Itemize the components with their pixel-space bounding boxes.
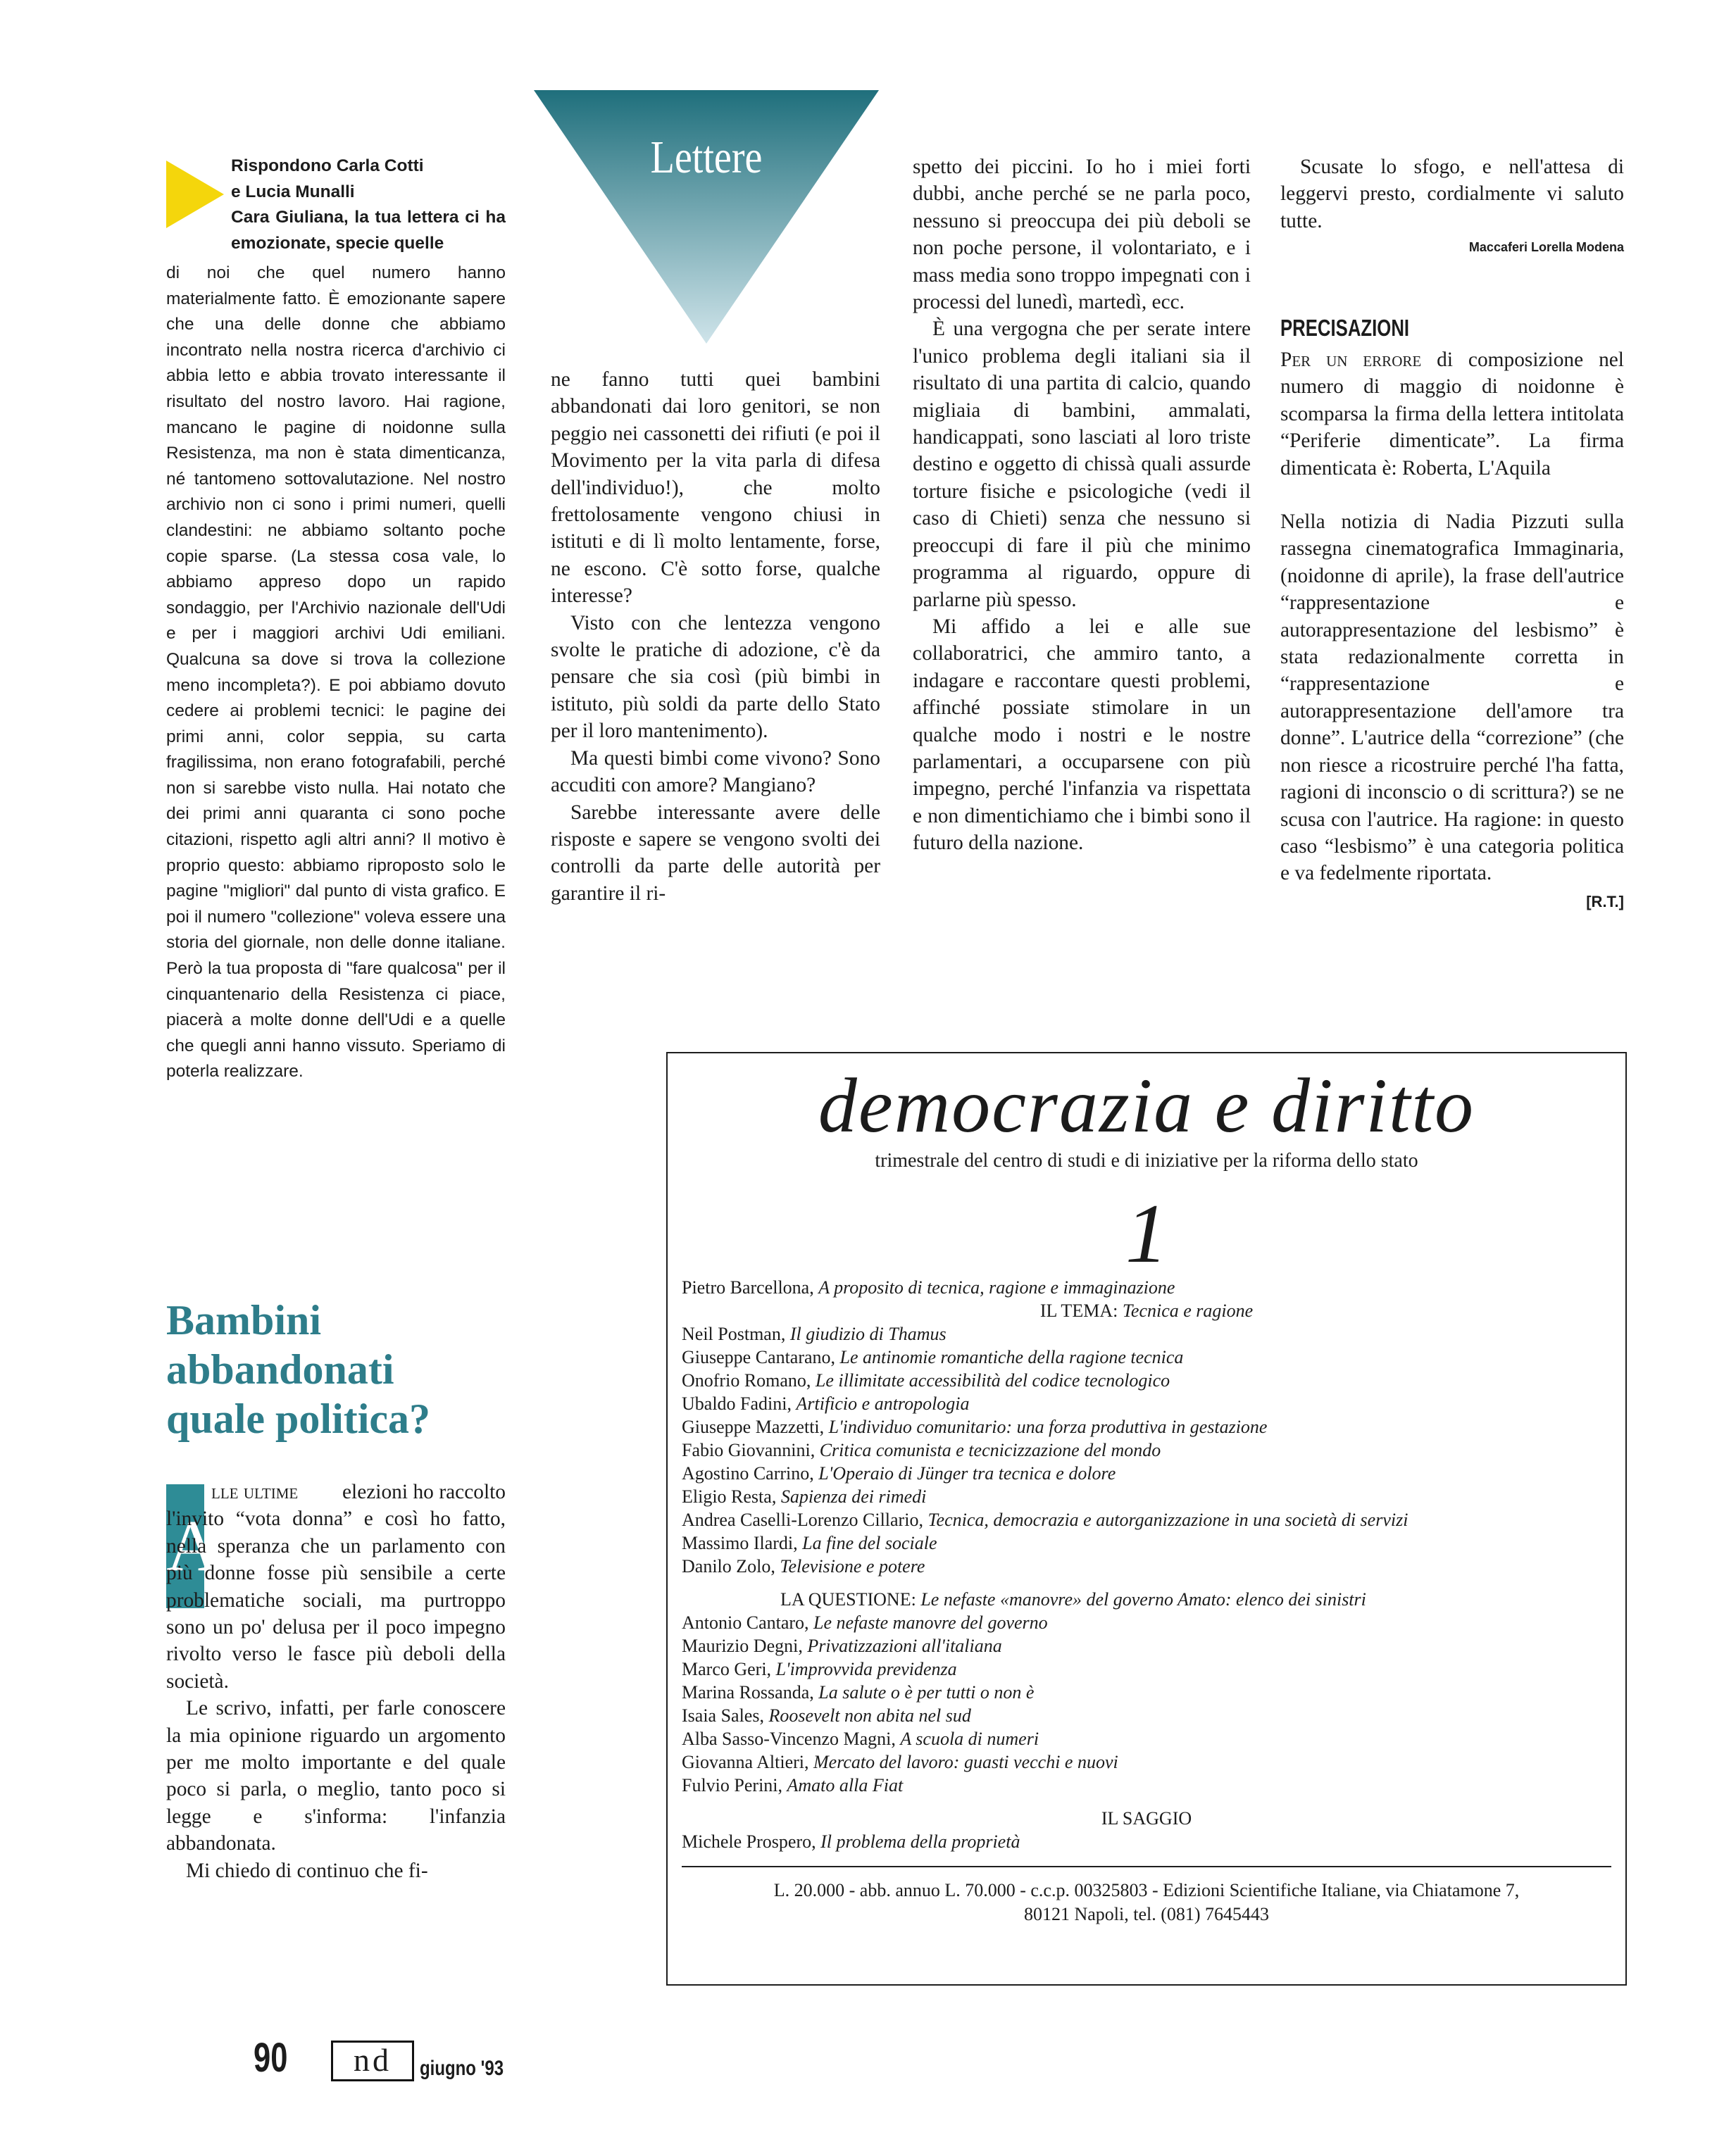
precisazioni-opening: Per un errore: [1280, 349, 1422, 371]
precisazioni-p1: di composizione nel numero di maggio di noidonne è scomparsa la firma della lettera intitolata “Periferie dimenticate”. La firma dimenticata è: Roberta, L'Aquila: [1280, 349, 1624, 480]
letter-title-line3: quale politica?: [166, 1396, 431, 1442]
letter-col2-p3: Ma questi bimbi come vivono? Sono accuditi con amore? Mangiano?: [551, 746, 880, 797]
ad-item: Eligio Resta, Sapienza dei rimedi: [682, 1486, 927, 1507]
ad-item: Fabio Giovannini, Critica comunista e tecnicizzazione del mondo: [682, 1440, 1161, 1460]
arrow-marker-icon: [166, 161, 224, 228]
precisazioni-heading: PRECISAZIONI: [1280, 315, 1410, 341]
letter-col2-p1: ne fanno tutti quei bambini abbandonati dai loro genitori, se non peggio nei cassonetti dei rifiuti (e poi il Movimento per la vita parla di difesa dell'individuo!), che molto frettolosamente vengono chiusi in istituti e di lì molto lentamente, forse, ne escono. C'è sotto forse, qualche interesse?: [551, 368, 880, 608]
ad-item: Giovanna Altieri, Mercato del lavoro: guasti vecchi e nuovi: [682, 1752, 1118, 1772]
letter-title: [166, 1296, 504, 1443]
precisazioni: [1280, 314, 1624, 915]
page-number: 90: [254, 2035, 288, 2081]
ad-item: Isaia Sales, Roosevelt non abita nel sud: [682, 1705, 971, 1726]
ad-price-line1: L. 20.000 - abb. annuo L. 70.000 - c.c.p. 00325803 - Edizioni Scientifiche Italiane, via Chiatamone 7,: [773, 1880, 1520, 1900]
ad-issue-number: 1: [1125, 1186, 1168, 1280]
ad-item: Fulvio Perini, Amato alla Fiat: [682, 1775, 904, 1795]
letter-col4: [1280, 153, 1624, 261]
letter-opening-smallcaps: lle ultime: [211, 1481, 299, 1503]
ad-item: Ubaldo Fadini, Artificio e antropologia: [682, 1393, 970, 1414]
ad-item: Michele Prospero, Il problema della proprietà: [682, 1831, 1020, 1852]
ad-opening: Pietro Barcellona, A proposito di tecnica, ragione e immaginazione: [682, 1277, 1175, 1298]
letter-signature: Maccaferi Lorella Modena: [1468, 240, 1624, 255]
letter-col1: [166, 1479, 506, 1884]
ad-subtitle: trimestrale del centro di studi e di iniziative per la riforma dello stato: [875, 1150, 1418, 1172]
issue-date: giugno '93: [420, 2057, 504, 2080]
ad-item: Agostino Carrino, L'Operaio di Jünger tra tecnica e dolore: [682, 1463, 1116, 1484]
letter-col4-p1: Scusate lo sfogo, e nell'attesa di leggervi presto, cordialmente vi saluto tutte.: [1280, 156, 1624, 232]
letter-title-line2: abbandonati: [166, 1346, 394, 1393]
ad-item: Onofrio Romano, Le illimitate accessibilità del codice tecnologico: [682, 1370, 1170, 1391]
magazine-logo: nd: [331, 2041, 414, 2081]
advertisement-box: [666, 1052, 1627, 1986]
letter-col3: [913, 153, 1251, 857]
ad-divider: [682, 1866, 1611, 1867]
ad-item: Marco Geri, L'improvvida previdenza: [682, 1659, 957, 1679]
ad-price-info: [668, 1879, 1625, 1926]
reply-header: [231, 153, 506, 256]
letter-p3-start: Mi chiedo di continuo che fi-: [186, 1859, 428, 1882]
letter-col2-p2: Visto con che lentezza vengono svolte le pratiche di adozione, c'è da pensare che sia così (più bimbi in istituto, più soldi da parte dello Stato per il loro mantenimento).: [551, 611, 880, 743]
ad-item: Giuseppe Mazzetti, L'individuo comunitario: una forza produttiva in gestazione: [682, 1417, 1268, 1437]
letter-p2: Le scrivo, infatti, per farle conoscere la mia opinione riguardo un argomento per me molto importante e del quale poco si parla, o meglio, tanto poco si legge e s'informa: l'infanzia abbandonata.: [166, 1697, 506, 1855]
reply-body: di noi che quel numero hanno materialmente fatto. È emozionante sapere che una delle donne che abbiamo incontrato nella nostra ricerca d'archivio ci abbia letto e abbia trovato interessante il risultato del nostro lavoro. Hai ragione, mancano le pagine di noidonne sulla Resistenza, ma non è stata dimenticanza, né tantomeno sottovalutazione. Nel nostro archivio non ci sono i primi numeri, quelli clandestini: ne abbiamo soltanto poche copie sparse. (La stessa cosa vale, lo abbiamo appreso dopo un rapido sondaggio, per l'Archivio nazionale dell'Udi e per i maggiori archivi Udi emiliani. Qualcuna sa dove si trova la collezione meno incompleta?). E poi abbiamo dovuto cedere ai problemi tecnici: le pagine dei primi anni, color seppia, su carta fragilissima, non erano fotografabili, perché non si sarebbe visto nulla. Hai notato che dei primi anni quaranta ci sono poche citazioni, rispetto agli altri anni? Il motivo è proprio questo: abbiamo riproposto solo le pagine "migliori" dal punto di vista grafico. E poi il numero "collezione" voleva essere una storia del giornale, non delle donne italiane. Però la tua proposta di "fare qualcosa" per il cinquantenario della Resistenza ci piace, piacerà a molte donne dell'Udi e a quelle che quegli anni hanno vissuto. Speriamo di poterla realizzare.: [166, 263, 506, 1082]
ad-title: democrazia e diritto: [818, 1063, 1475, 1148]
letter-title-line1: Bambini: [166, 1297, 322, 1343]
reply-header-line2: e Lucia Munalli: [231, 182, 355, 201]
ad-section2-heading: LA QUESTIONE: Le nefaste «manovre» del governo Amato: elenco dei sinistri: [780, 1589, 1366, 1610]
ad-contents: [682, 1276, 1611, 1853]
letter-col3-p3: Mi affido a lei e alle sue collaboratrici, che ammiro tanto, a indagare e raccontare questi problemi, affinché possiate stimolare in un qualche modo i nostri e le nostre parlamentari, a occuparsene con più impegno, perché l'infanzia va rispettata e non dimentichiamo che i bimbi sono il futuro della nazione.: [913, 615, 1251, 855]
ad-price-line2: 80121 Napoli, tel. (081) 7645443: [1023, 1904, 1270, 1924]
ad-section3-heading: IL SAGGIO: [1101, 1808, 1192, 1829]
ad-item: Alba Sasso-Vincenzo Magni, A scuola di numeri: [682, 1729, 1039, 1749]
ad-item: Andrea Caselli-Lorenzo Cillario, Tecnica, democrazia e autorganizzazione in una società di servizi: [682, 1510, 1408, 1530]
ad-item: Antonio Cantaro, Le nefaste manovre del governo: [682, 1612, 1048, 1633]
section-label: Lettere: [650, 132, 763, 183]
ad-item: Marina Rossanda, La salute o è per tutti o non è: [682, 1682, 1035, 1703]
section-badge: [534, 90, 879, 344]
ad-item: Neil Postman, Il giudizio di Thamus: [682, 1324, 947, 1344]
reply-body-block: [166, 261, 506, 1085]
precisazioni-signature: [R.T.]: [1586, 892, 1624, 910]
letter-col3-p1: spetto dei piccini. Io ho i miei forti dubbi, anche perché se ne parla poco, nessuno si preoccupa dei più deboli se non poche persone, il volontariato, e i mass media sono troppo impegnati con i processi del lunedì, martedì, ecc.: [913, 156, 1251, 314]
drop-cap: A: [166, 1484, 204, 1608]
letter-p1: elezioni ho raccolto l'invito “vota donna” e così ho fatto, nella speranza che un parlamento con più donne fosse più sensibile a certe problematiche sociali, ma purtroppo sono un po' delusa per il poco impegno rivolto verso le fasce più deboli della società.: [166, 1481, 506, 1693]
reply-header-line1: Rispondono Carla Cotti: [231, 156, 424, 175]
precisazioni-p2: Nella notizia di Nadia Pizzuti sulla rassegna cinematografica Immaginaria, (noidonne di aprile), la frase dell'autrice “rappresentazione e autorappresentazione del lesbismo” è stata redazionalmente corretta in “rappresentazione e autorappresentazione dell'amore tra donne”. L'autrice della “correzione” (che non riesce a ricostruire perché l'ha fatta, ragioni di inconscio o di scrittura?) se ne scusa con l'autrice. Ha ragione: in questo caso “lesbismo” è una categoria politica e va fedelmente riportata.: [1280, 510, 1624, 885]
ad-item: Maurizio Degni, Privatizzazioni all'italiana: [682, 1636, 1002, 1656]
ad-section1-heading: IL TEMA: Tecnica e ragione: [1039, 1301, 1254, 1321]
reply-lead: Cara Giuliana, la tua lettera ci ha emozionate, specie quelle: [231, 208, 506, 253]
triangle-badge-icon: [534, 90, 879, 344]
ad-item: Massimo Ilardi, La fine del sociale: [682, 1533, 937, 1553]
ad-item: Giuseppe Cantarano, Le antinomie romantiche della ragione tecnica: [682, 1347, 1184, 1367]
letter-col3-p2: È una vergogna che per serate intere l'unico problema degli italiani sia il risultato di una partita di calcio, quando migliaia di bambini, ammalati, handicappati, sono lasciati al loro triste destino e oggetto di chissà quali assurde torture fisiche e psicologiche (vedi il caso di Chieti) senza che nessuno si preoccupi di fare il più che minimo programma al riguardo, oppure di parlarne più spesso.: [913, 318, 1251, 611]
letter-col2-p4: Sarebbe interessante avere delle risposte e sapere se vengono svolti dei controlli da parte delle autorità per garantire il ri-: [551, 801, 880, 905]
ad-item: Danilo Zolo, Televisione e potere: [682, 1556, 925, 1577]
letter-col2: [551, 366, 880, 907]
